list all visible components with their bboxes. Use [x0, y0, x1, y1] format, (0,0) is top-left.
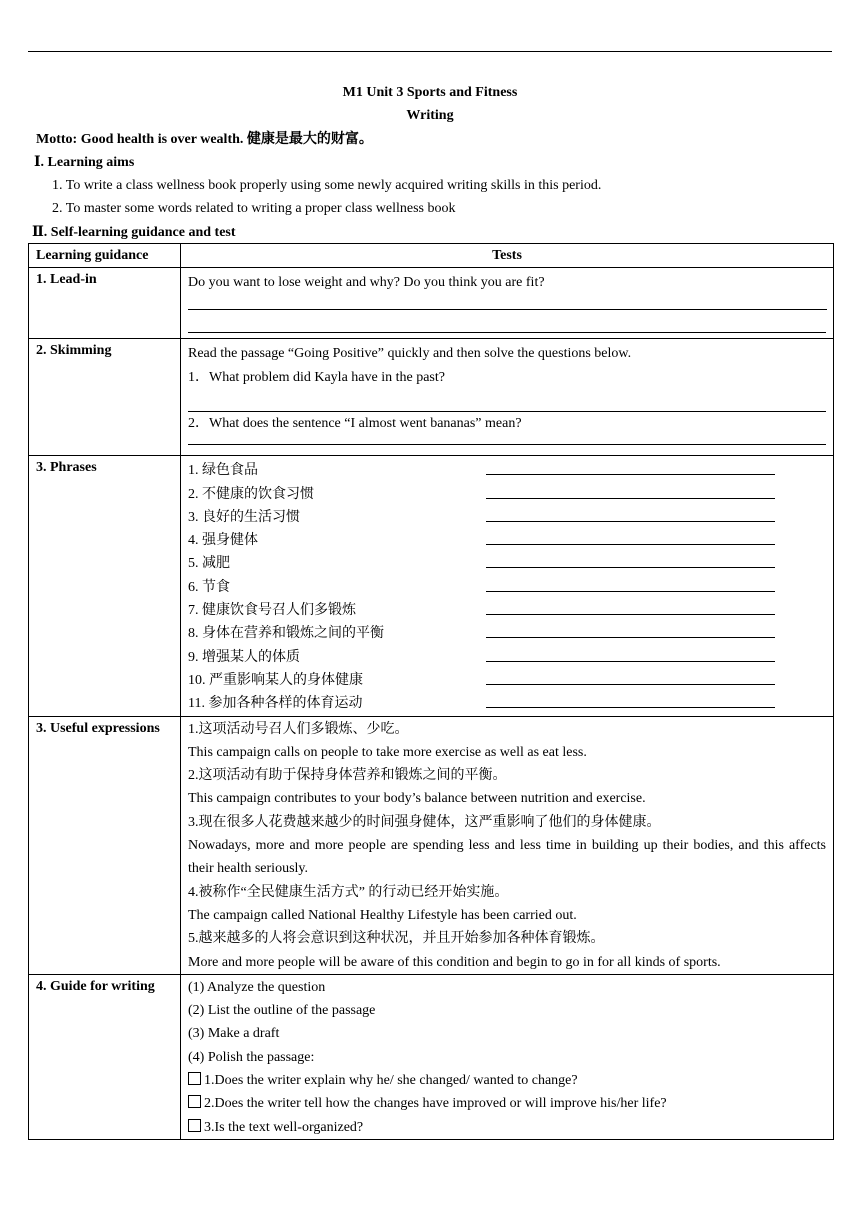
table-header-row [29, 244, 834, 268]
leadin-question: Do you want to lose weight and why? Do you think you are fit? [188, 275, 545, 291]
expression-cn: 4.被称作“全民健康生活方式” 的行动已经开始实施。 [188, 884, 509, 900]
phrase-text: 8. 身体在营养和锻炼之间的平衡 [188, 626, 384, 642]
expression-en: Nowadays, more and more people are spending less and less time in building up their bodies, and this affects their health seriously. [188, 838, 826, 877]
phrase-text: 2. 不健康的饮食习惯 [188, 486, 314, 502]
phrase-item [188, 599, 826, 622]
phrase-item [188, 646, 826, 669]
expression-en: The campaign called National Healthy Lifestyle has been carried out. [188, 907, 577, 923]
answer-line[interactable] [188, 389, 826, 412]
row-label-guide: 4. Guide for writing [29, 974, 181, 1139]
phrase-text: 5. 减肥 [188, 556, 230, 572]
table-row-leadin [29, 268, 834, 339]
phrase-item [188, 669, 826, 692]
guide-step: (3) Make a draft [188, 1026, 280, 1042]
row-label-expressions: 3. Useful expressions [29, 716, 181, 974]
expression-cn: 2.这项活动有助于保持身体营养和锻炼之间的平衡。 [188, 768, 507, 784]
phrase-answer-line[interactable] [486, 646, 775, 662]
phrase-answer-line[interactable] [486, 669, 775, 685]
phrase-answer-line[interactable] [486, 529, 775, 545]
answer-line[interactable] [188, 310, 826, 333]
expression-cn: 1.这项活动号召人们多锻炼、少吃。 [188, 721, 409, 737]
phrase-text: 6. 节食 [188, 579, 230, 595]
phrase-answer-line[interactable] [486, 576, 775, 592]
expression-en: This campaign contributes to your body’s balance between nutrition and exercise. [188, 791, 646, 807]
row-label-leadin: 1. Lead-in [29, 268, 181, 339]
checklist-item [188, 1069, 826, 1092]
phrase-text: 11. 参加各种各样的体育运动 [188, 696, 363, 712]
phrase-answer-line[interactable] [486, 459, 775, 475]
guide-step: (1) Analyze the question [188, 979, 326, 995]
checklist-text: 2.Does the writer tell how the changes have improved or will improve his/her life? [204, 1096, 667, 1112]
phrase-answer-line[interactable] [486, 552, 775, 568]
table-row-expressions [29, 716, 834, 974]
row-label-skimming: 2. Skimming [29, 339, 181, 456]
expression-cn: 5.越来越多的人将会意识到这种状况，并且开始参加各种体育锻炼。 [188, 931, 605, 947]
phrase-text: 3. 良好的生活习惯 [188, 509, 300, 525]
page-subtitle: Writing [406, 108, 454, 123]
phrase-answer-line[interactable] [486, 506, 775, 522]
phrase-item [188, 692, 826, 715]
checklist-item [188, 1116, 826, 1139]
section-heading-self-learning: Ⅱ. Self-learning guidance and test [32, 225, 236, 240]
phrase-item [188, 506, 826, 529]
page-title: M1 Unit 3 Sports and Fitness [342, 85, 518, 100]
phrase-item [188, 552, 826, 575]
skimming-question-1: 1．What problem did Kayla have in the past? [188, 369, 445, 385]
row-label-phrases: 3. Phrases [29, 456, 181, 716]
phrase-answer-line[interactable] [486, 599, 775, 615]
phrase-answer-line[interactable] [486, 483, 775, 499]
expression-en: This campaign calls on people to take more exercise as well as eat less. [188, 744, 587, 760]
phrase-item [188, 622, 826, 645]
phrase-text: 10. 严重影响某人的身体健康 [188, 672, 363, 688]
phrase-item [188, 576, 826, 599]
expression-cn: 3.现在很多人花费越来越少的时间强身健体，这严重影响了他们的身体健康。 [188, 814, 661, 830]
checkbox[interactable] [188, 1095, 201, 1108]
phrase-text: 4. 强身健体 [188, 533, 258, 549]
checklist-text: 3.Is the text well-organized? [204, 1119, 364, 1135]
guide-step: (2) List the outline of the passage [188, 1003, 376, 1019]
learning-aim-1: 1. To write a class wellness book properly using some newly acquired writing skills in this period. [52, 178, 602, 193]
checkbox[interactable] [188, 1119, 201, 1132]
table-row-phrases [29, 456, 834, 716]
skimming-question-2: 2．What does the sentence “I almost went bananas” mean? [188, 415, 522, 431]
answer-line[interactable] [188, 295, 827, 310]
guide-step: (4) Polish the passage: [188, 1049, 315, 1065]
phrase-item [188, 529, 826, 552]
header-tests: Tests [181, 244, 834, 268]
skimming-intro: Read the passage “Going Positive” quickly and then solve the questions below. [188, 346, 632, 362]
table-row-guide [29, 974, 834, 1139]
phrase-text: 9. 增强某人的体质 [188, 649, 300, 665]
phrase-text: 7. 健康饮食号召人们多锻炼 [188, 603, 356, 619]
learning-aim-2: 2. To master some words related to writing a proper class wellness book [52, 201, 456, 216]
checkbox[interactable] [188, 1072, 201, 1085]
expression-en: More and more people will be aware of this condition and begin to go in for all kinds of sports. [188, 954, 721, 970]
header-rule [28, 51, 832, 52]
checklist-item [188, 1092, 826, 1115]
phrase-text: 1. 绿色食品 [188, 463, 258, 479]
motto: Motto: Good health is over wealth. 健康是最大的财富。 [36, 132, 373, 147]
phrase-item [188, 483, 826, 506]
section-heading-learning-aims: Ⅰ. Learning aims [34, 155, 135, 170]
phrase-answer-line[interactable] [486, 622, 775, 638]
header-learning-guidance: Learning guidance [29, 244, 181, 268]
answer-line[interactable] [188, 435, 826, 445]
table-row-skimming [29, 339, 834, 456]
guidance-table [28, 243, 834, 1140]
checklist-text: 1.Does the writer explain why he/ she changed/ wanted to change? [204, 1073, 578, 1089]
phrase-answer-line[interactable] [486, 692, 775, 708]
phrase-item [188, 459, 826, 482]
